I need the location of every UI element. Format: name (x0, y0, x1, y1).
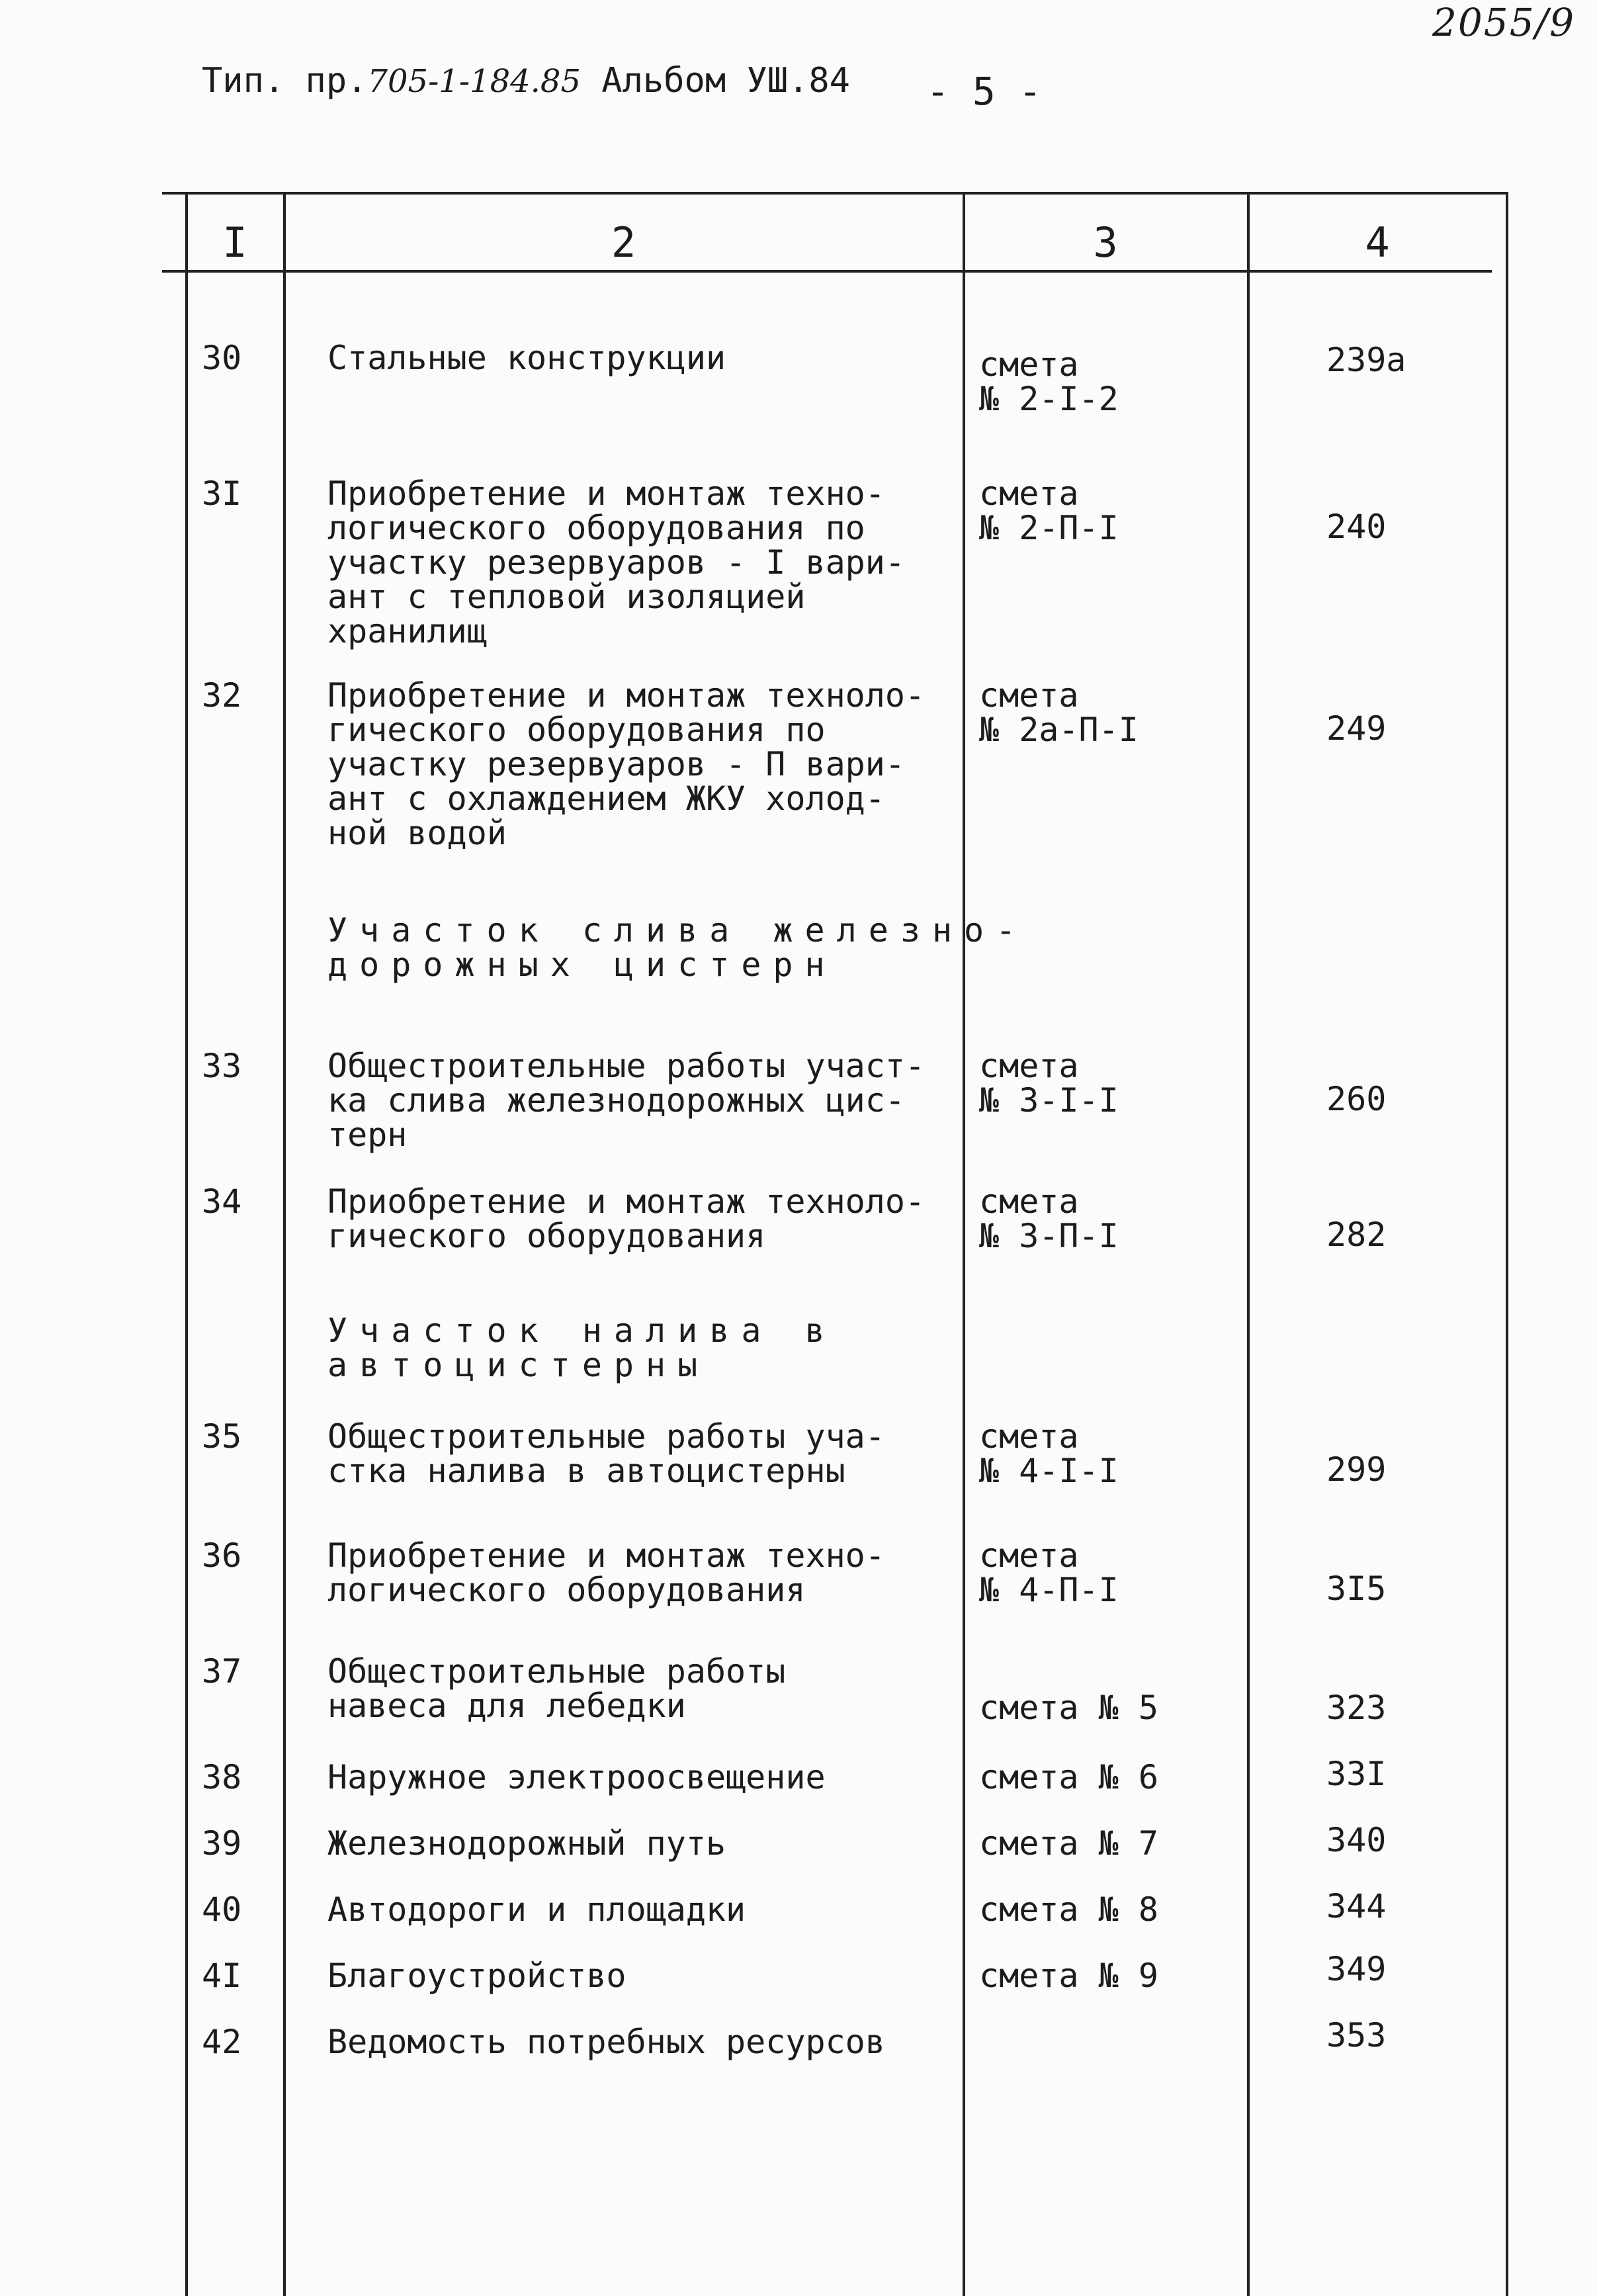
row-number: 4I (202, 1957, 242, 1995)
row-title: Приобретение и монтаж техноло- гического оборудования по участку резервуаров - П вари- ант с охлаждением ЖКУ холод- ной водой (327, 676, 926, 852)
section-heading: Участок налива в автоцистерны (327, 1311, 837, 1384)
row-title: Приобретение и монтаж техно- логического оборудования (327, 1536, 885, 1609)
header-bottom-rule (162, 270, 1492, 273)
row-number: 38 (202, 1758, 242, 1796)
row-page: 349 (1326, 1950, 1387, 1988)
row-page: 340 (1326, 1821, 1387, 1859)
row-estimate-ref: смета № 6 (979, 1758, 1158, 1796)
row-estimate-ref: смета № 2а-П-I (979, 676, 1139, 749)
column-header-1: I (222, 218, 247, 267)
row-estimate-ref: смета № 8 (979, 1890, 1158, 1929)
project-number-handwritten: 705-1-184.85 (367, 63, 581, 100)
row-title: Общестроительные работы уча- стка налива в автоцистерны (327, 1417, 885, 1490)
row-title: Приобретение и монтаж техно- логического оборудования по участку резервуаров - I вари- ант с тепловой изоляцией хранилищ (327, 474, 905, 650)
row-title: Приобретение и монтаж техноло- гического оборудования (327, 1182, 926, 1255)
row-title: Стальные конструкции (327, 339, 726, 377)
row-number: 3I (202, 474, 242, 513)
row-estimate-ref: смета № 2-I-2 (979, 345, 1119, 418)
column-header-4: 4 (1365, 218, 1390, 267)
section-heading: Участок слива железно- дорожных цистерн (327, 911, 1028, 984)
table-left-border (185, 192, 188, 2296)
row-title: Автодороги и площадки (327, 1890, 746, 1929)
column-header-2: 2 (611, 218, 636, 267)
album-label: Альбом УШ.84 (581, 61, 850, 101)
row-estimate-ref: смета № 4-П-I (979, 1536, 1119, 1609)
row-number: 40 (202, 1890, 242, 1929)
row-title: Железнодорожный путь (327, 1824, 726, 1863)
row-number: 39 (202, 1824, 242, 1863)
row-title: Наружное электроосвещение (327, 1758, 826, 1796)
row-number: 36 (202, 1536, 242, 1575)
row-title: Общестроительные работы участ- ка слива железнодорожных цис- терн (327, 1047, 926, 1154)
row-page: 353 (1326, 2016, 1387, 2054)
row-title: Благоустройство (327, 1957, 626, 1995)
row-page: 282 (1326, 1215, 1387, 1254)
row-number: 37 (202, 1652, 242, 1691)
row-estimate-ref: смета № 9 (979, 1957, 1158, 1995)
table-top-rule (162, 192, 1508, 195)
corner-number: 2055/9 (1432, 0, 1576, 45)
header-prefix: Тип. пр. (202, 61, 368, 101)
table-right-border (1506, 192, 1508, 2296)
row-estimate-ref: смета № 2-П-I (979, 474, 1119, 547)
row-page: 240 (1326, 508, 1387, 546)
row-number: 33 (202, 1047, 242, 1085)
row-estimate-ref: смета № 3-П-I (979, 1182, 1119, 1255)
row-page: 299 (1326, 1450, 1387, 1489)
page-number: - 5 - (926, 69, 1042, 114)
col-divider-2 (963, 192, 965, 2296)
col-divider-1 (283, 192, 286, 2296)
row-number: 30 (202, 339, 242, 377)
row-page: 344 (1326, 1887, 1387, 1925)
row-page: 33I (1326, 1755, 1387, 1793)
row-estimate-ref: смета № 7 (979, 1824, 1158, 1863)
row-number: 35 (202, 1417, 242, 1456)
row-title: Общестроительные работы навеса для лебедки (327, 1652, 786, 1725)
col-divider-3 (1247, 192, 1250, 2296)
row-page: 323 (1326, 1689, 1387, 1727)
row-estimate-ref: смета № 5 (979, 1689, 1158, 1727)
row-estimate-ref: смета № 4-I-I (979, 1417, 1119, 1490)
row-estimate-ref: смета № 3-I-I (979, 1047, 1119, 1120)
column-header-3: 3 (1093, 218, 1118, 267)
row-page: 239а (1326, 341, 1406, 379)
row-page: 3I5 (1326, 1569, 1387, 1608)
row-page: 249 (1326, 709, 1387, 748)
row-page: 260 (1326, 1080, 1387, 1118)
row-number: 34 (202, 1182, 242, 1221)
row-number: 42 (202, 2023, 242, 2061)
row-number: 32 (202, 676, 242, 715)
row-title: Ведомость потребных ресурсов (327, 2023, 885, 2061)
